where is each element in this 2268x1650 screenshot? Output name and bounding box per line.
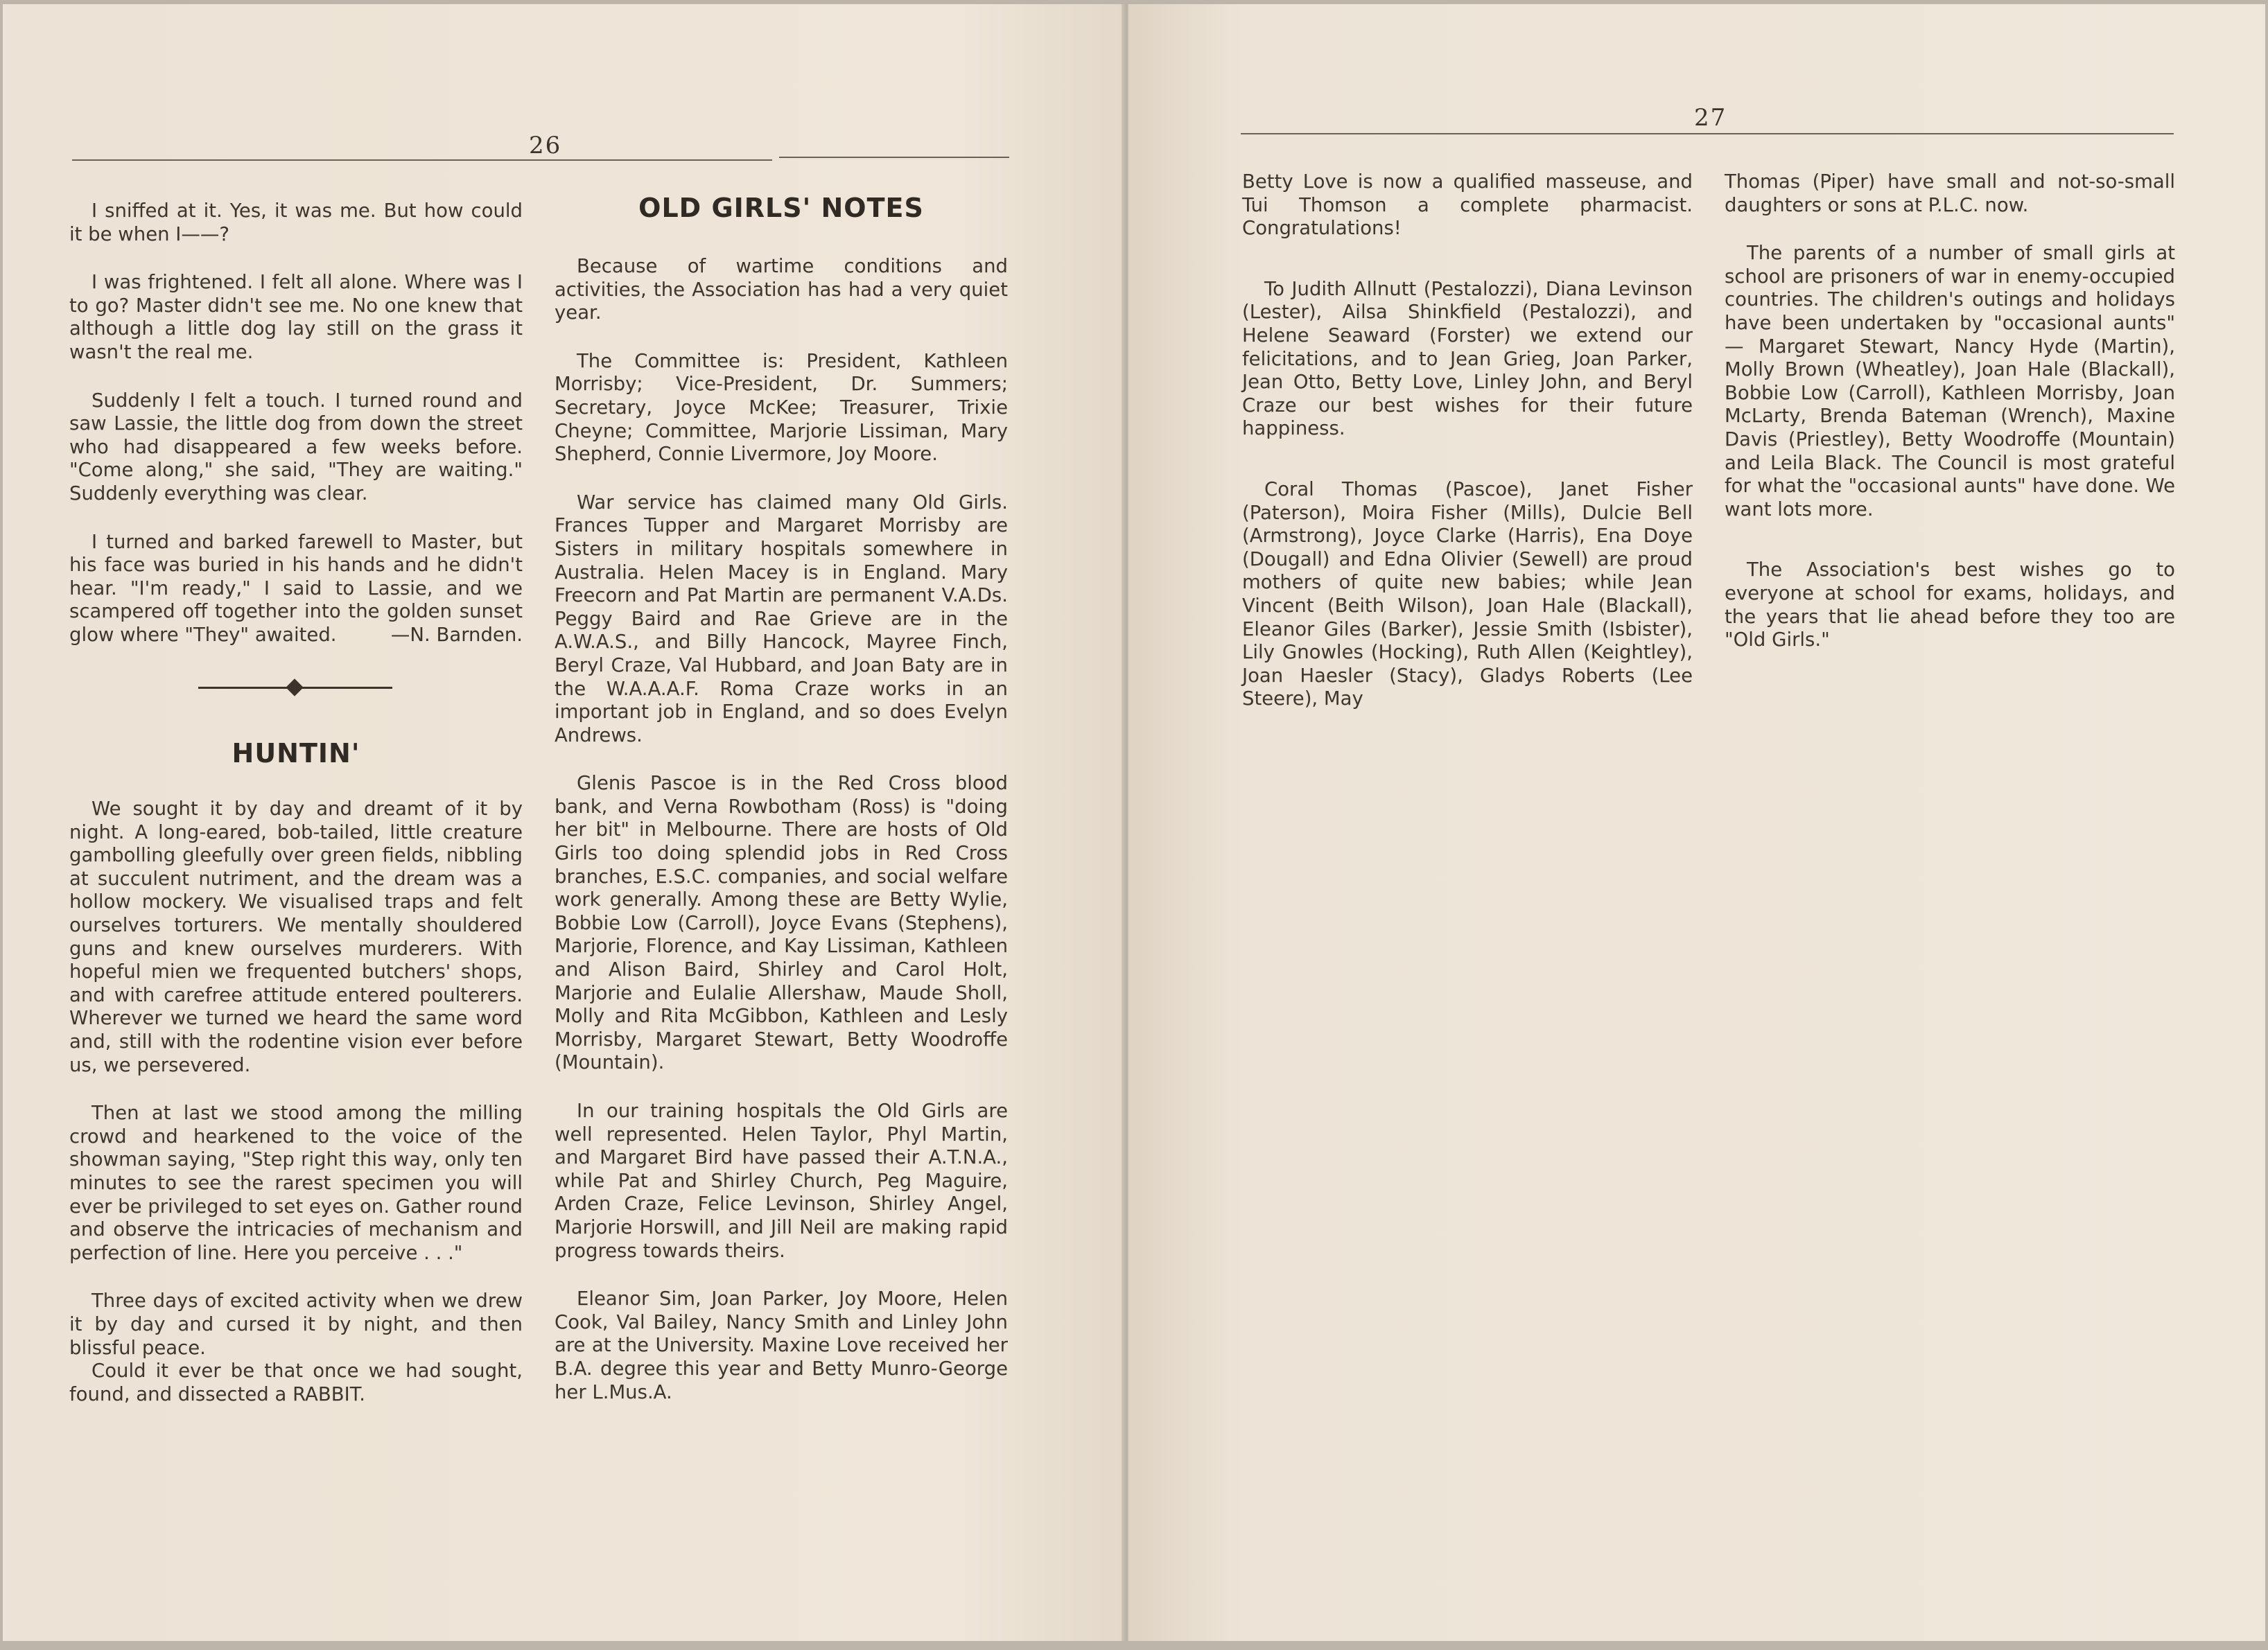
huntin-paragraph: Then at last we stood among the milling crowd and hearkened to the voice of the showman saying, "Step right this way, only ten minutes to see the rarest specimen you will ever be privileged to set eyes on. Gather round and observe the intricacies of mechanism and perfection of line. Here you perceive . . ." bbox=[69, 1102, 523, 1264]
left-column-1 bbox=[69, 200, 523, 1406]
header-rule-left-2 bbox=[779, 157, 1009, 158]
notes-paragraph: Glenis Pascoe is in the Red Cross blood bank, and Verna Rowbotham (Ross) is "doing her bit" in Melbourne. There are hosts of Old Girls too doing splendid jobs in Red Cross branches, E.S.C. companies, and social welfare work generally. Among these are Betty Wylie, Bobbie Low (Carroll), Joyce Evans (Stephens), Marjorie, Florence, and Kay Lissiman, Kathleen and Alison Baird, Shirley and Carol Holt, Marjorie and Eulalie Allershaw, Maude Sholl, Molly and Rita McGibbon, Kathleen and Lesly Morrisby, Margaret Stewart, Betty Woodroffe (Mountain). bbox=[555, 772, 1008, 1074]
story-paragraph: I turned and barked farewell to Master, but his face was buried in his hands and he didn't hear. "I'm ready," I said to Lassie, and we scampered off together into the golden sunset glow where "They" awaited. bbox=[69, 530, 523, 646]
header-rule-left bbox=[72, 159, 772, 161]
faded-stamp-mark bbox=[1546, 121, 1809, 170]
huntin-paragraph: We sought it by day and dreamt of it by night. A long-eared, bob-tailed, little creature gambolling gleefully over green fields, nibbling at succulent nutriment, and the dream was a hollow mockery. We visualised traps and felt ourselves torturers. We mentally shouldered guns and knew ourselves murderers. With hopeful mien we frequented butchers' shops, and with carefree attitude entered poulterers. Wherever we turned we heard the same word and, still with the rodentine vision ever before us, we persevered. bbox=[69, 798, 523, 1076]
page-number-right: 27 bbox=[1694, 104, 1727, 132]
story-paragraph: I was frightened. I felt all alone. Where was I to go? Master didn't see me. No one knew that although a little dog lay still on the grass it wasn't the real me. bbox=[69, 271, 523, 363]
notes-paragraph: The Committee is: President, Kathleen Morrisby; Vice-President, Dr. Summers; Secretary, Joyce McKee; Treasurer, Trixie Cheyne; Committee, Marjorie Lissiman, Mary Shepherd, Connie Livermore, Joy Moore. bbox=[555, 349, 1008, 466]
huntin-heading: HUNTIN' bbox=[232, 738, 360, 769]
story-paragraph: Suddenly I felt a touch. I turned round and saw Lassie, the little dog from down the street who had disappeared a few weeks before. "Come along," she said, "They are waiting." Suddenly everything was clear. bbox=[69, 389, 523, 504]
huntin-paragraph: Three days of excited activity when we drew it by day and cursed it by night, and then blissful peace. bbox=[69, 1290, 523, 1359]
notes-paragraph: To Judith Allnutt (Pestalozzi), Diana Levinson (Lester), Ailsa Shinkfield (Pestalozzi), and Helene Seaward (Forster) we extend our felicitations, and to Jean Grieg, Joan Parker, Jean Otto, Betty Love, Linley John, and Beryl Craze our best wishes for their future happiness. bbox=[1242, 277, 1693, 440]
section-divider bbox=[69, 674, 523, 702]
divider-diamond-icon bbox=[286, 678, 303, 696]
right-column-2 bbox=[1725, 170, 2175, 652]
notes-paragraph: The Association's best wishes go to everyone at school for exams, holidays, and the years that lie ahead before they too are "Old Girls." bbox=[1725, 559, 2175, 651]
old-girls-notes-heading: OLD GIRLS' NOTES bbox=[638, 193, 924, 223]
huntin-paragraph: Could it ever be that once we had sought, found, and dissected a RABBIT. bbox=[69, 1360, 523, 1405]
notes-paragraph: Coral Thomas (Pascoe), Janet Fisher (Paterson), Moira Fisher (Mills), Dulcie Bell (Armstrong), Joyce Clarke (Harris), Ena Doye (Dougall) and Edna Olivier (Sewell) are proud mothers of quite new babies; while Jean Vincent (Beith Wilson), Joan Hale (Blackall), Eleanor Giles (Barker), Jessie Smith (Isbister), Lily Gnowles (Hocking), Ruth Allen (Keightley), Joan Haesler (Stacy), Gladys Roberts (Lee Steere), May bbox=[1242, 477, 1693, 710]
page-number-left: 26 bbox=[529, 132, 562, 159]
notes-paragraph: Because of wartime conditions and activities, the Association has had a very quiet year. bbox=[555, 255, 1008, 324]
notes-paragraph: The parents of a number of small girls at school are prisoners of war in enemy-occupied countries. The children's outings and holidays have been undertaken by "occasional aunts" — Margaret Stewart, Nancy Hyde (Martin), Molly Brown (Wheatley), Joan Hale (Blackall), Bobbie Low (Carroll), Kathleen Morrisby, Joan McLarty, Brenda Bateman (Wrench), Maxine Davis (Priestley), Betty Woodroffe (Mountain) and Leila Black. The Council is most grateful for what the "occasional aunts" have done. We want lots more. bbox=[1725, 242, 2175, 520]
notes-paragraph: War service has claimed many Old Girls. Frances Tupper and Margaret Morrisby are Sisters in military hospitals somewhere in Australia. Helen Macey is in England. Mary Freecorn and Pat Martin are permanent V.A.Ds. Peggy Baird and Rae Grieve are in the A.W.A.S., and Billy Hancock, Mayree Finch, Beryl Craze, Val Hubbard, and Joan Baty are in the W.A.A.A.F. Roma Craze works in an important job in England, and so does Evelyn Andrews. bbox=[555, 491, 1008, 746]
notes-paragraph: In our training hospitals the Old Girls are well represented. Helen Taylor, Phyl Martin, and Margaret Bird have passed their A.T.N.A., while Pat and Shirley Church, Peg Maguire, Arden Craze, Felice Levinson, Shirley Angel, Marjorie Horswill, and Jill Neil are making rapid progress towards theirs. bbox=[555, 1100, 1008, 1262]
notes-paragraph: Thomas (Piper) have small and not-so-small daughters or sons at P.L.C. now. bbox=[1725, 170, 2175, 216]
notes-paragraph: Eleanor Sim, Joan Parker, Joy Moore, Helen Cook, Val Bailey, Nancy Smith and Linley John are at the University. Maxine Love received her B.A. degree this year and Betty Munro-George her L.Mus.A. bbox=[555, 1288, 1008, 1403]
left-column-2 bbox=[555, 193, 1008, 1404]
right-column-1 bbox=[1242, 170, 1693, 711]
story-paragraph: I sniffed at it. Yes, it was me. But how could it be when I——? bbox=[69, 200, 523, 245]
story-signature: —N. Barnden. bbox=[390, 623, 523, 646]
notes-paragraph: Betty Love is now a qualified masseuse, and Tui Thomson a complete pharmacist. Congratulations! bbox=[1242, 170, 1693, 240]
